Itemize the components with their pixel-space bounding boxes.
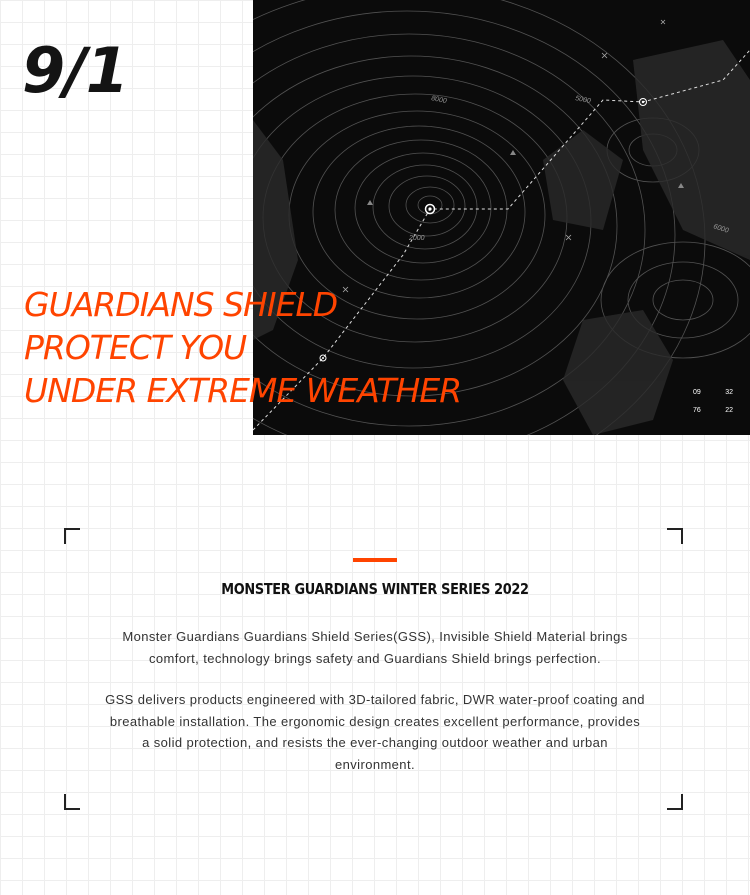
coordinate-value: 32 [725,389,733,396]
hero-headline [24,283,461,412]
coordinate-row [693,402,733,420]
corner-bracket-top-left [64,528,80,544]
description-paragraph: Monster Guardians Guardians Shield Series(GSS), Invisible Shield Material brings comfort, technology brings safety and Guardians Shield brings perfection. [122,629,628,666]
headline-line: PROTECT YOU [24,328,247,367]
headline-line: GUARDIANS SHIELD [24,285,338,324]
elevation-label: 6000 [712,223,730,235]
corner-bracket-bottom-left [64,794,80,810]
coordinate-value: 76 [693,407,701,414]
corner-bracket-top-right [667,528,683,544]
cross-marker-icon [661,20,665,24]
cross-marker-icon [566,235,571,240]
coordinate-value: 22 [725,407,733,414]
series-title: MONSTER GUARDIANS WINTER SERIES 2022 [221,580,529,598]
description-paragraph: GSS delivers products engineered with 3D-tailored fabric, DWR water-proof coating and breathable installation. The ergonomic design creates excellent performance, provides a solid protection, and resists the ever-changing outdoor weather and urban environment. [105,692,645,772]
accent-divider [353,558,397,562]
coordinate-readout [693,384,733,420]
triangle-marker-icon [367,200,373,205]
coordinate-value: 09 [693,389,701,396]
date-label: 9/1 [22,34,128,107]
cross-marker-icon [602,53,607,58]
corner-bracket-bottom-right [667,794,683,810]
triangle-marker-icon [510,150,516,155]
elevation-label: 5000 [574,95,592,106]
elevation-label: 2000 [409,235,425,242]
coordinate-row [693,384,733,402]
elevation-label: 8000 [430,95,448,106]
headline-line: UNDER EXTREME WEATHER [24,371,462,410]
